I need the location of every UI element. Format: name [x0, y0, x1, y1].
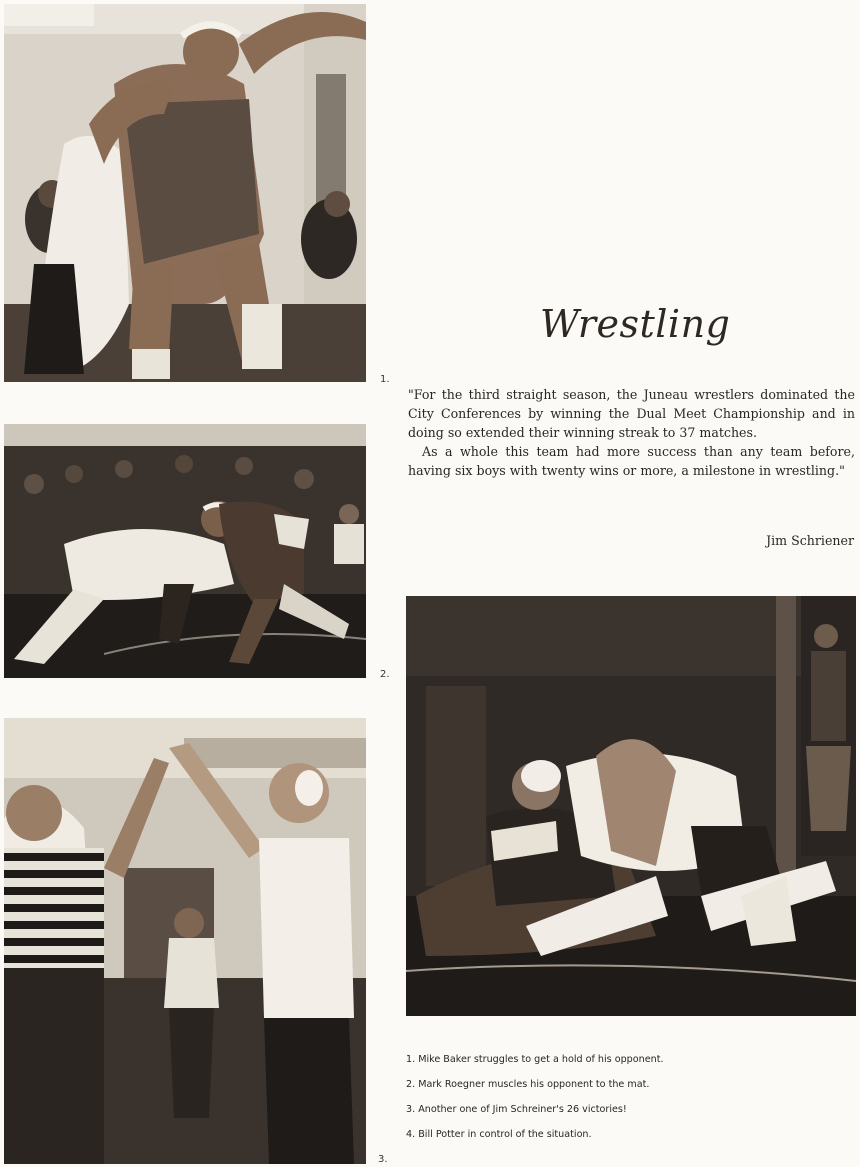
photo-number-2: 2.: [380, 669, 390, 680]
wrestling-photo-2: [4, 424, 366, 678]
intro-quote: [408, 385, 855, 480]
page-title: Wrestling: [540, 302, 731, 346]
caption-4: 4. Bill Potter in control of the situation.: [406, 1129, 592, 1140]
wrestling-photo-3: [4, 718, 366, 1164]
intro-paragraph-1: "For the third straight season, the Juneau wrestlers dominated the City Conferences by winning the Dual Meet Championship and in doing so extended their winning streak to 37 matches.: [408, 387, 855, 440]
intro-paragraph-2: As a whole this team had more success than any team before, having six boys with twenty wins or more, a milestone in wrestling.": [408, 444, 855, 478]
photo-number-1: 1.: [380, 374, 390, 385]
wrestling-photo-4: [406, 596, 856, 1016]
wrestling-photo-1: [4, 4, 366, 382]
caption-1: 1. Mike Baker struggles to get a hold of his opponent.: [406, 1054, 664, 1065]
caption-3: 3. Another one of Jim Schreiner's 26 victories!: [406, 1104, 627, 1115]
quote-byline: Jim Schriener: [766, 533, 854, 548]
photo-captions: [406, 1054, 856, 1154]
photo-number-3: 3.: [378, 1154, 388, 1165]
caption-2: 2. Mark Roegner muscles his opponent to the mat.: [406, 1079, 650, 1090]
